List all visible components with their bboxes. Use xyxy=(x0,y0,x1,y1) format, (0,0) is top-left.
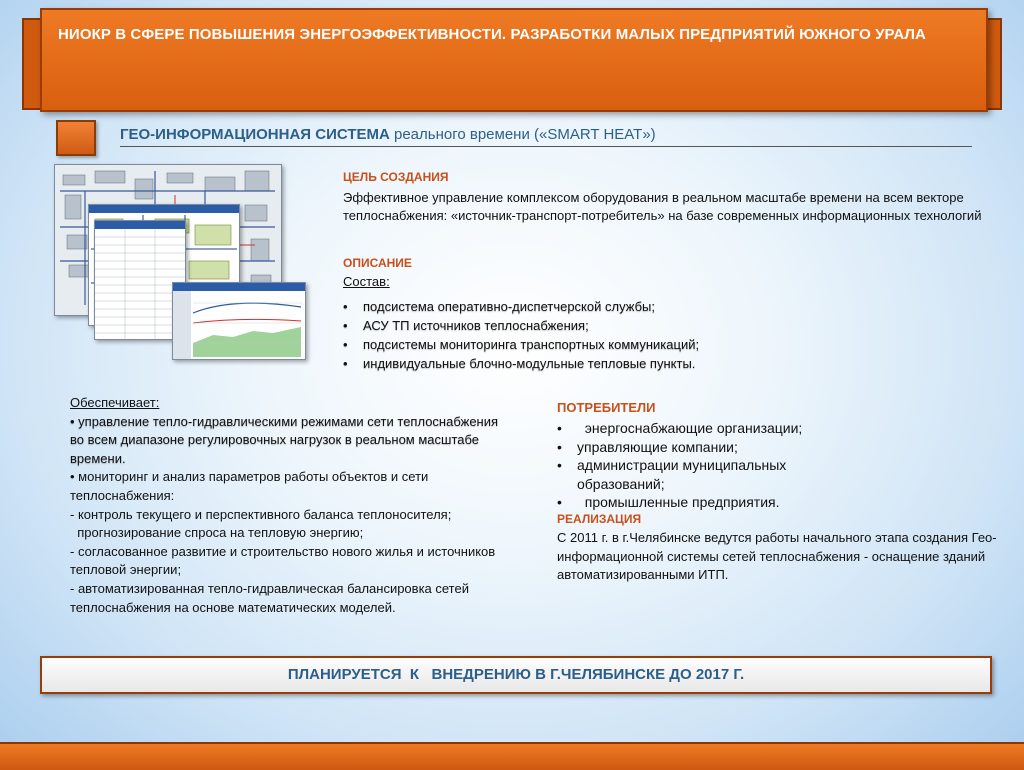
implementation-text: С 2011 г. в г.Челябинске ведутся работы начального этапа создания Гео-информационной системы сетей теплоснабжения - оснащение зданий автоматизированными ИТП. xyxy=(557,530,997,582)
list-item: • промышленные предприятия. xyxy=(557,493,857,512)
consumers-label: ПОТРЕБИТЕЛИ xyxy=(557,400,656,415)
provides-line: - согласованное развитие и строительство нового жилья и источников тепловой энергии; xyxy=(70,543,496,578)
list-item: • подсистемы мониторинга транспортных коммуникаций; xyxy=(343,335,983,354)
section-title-rest: реального времени («SMART HEAT») xyxy=(389,126,656,143)
provides-block xyxy=(70,394,510,617)
description-subtitle: Состав: xyxy=(343,274,390,289)
list-item: • управляющие компании; xyxy=(557,438,857,457)
list-item: • индивидуальные блочно-модульные тепловые пункты. xyxy=(343,354,983,373)
list-item: • АСУ ТП источников теплоснабжения; xyxy=(343,316,983,335)
provides-line: • мониторинг и анализ параметров работы объектов и сети теплоснабжения: xyxy=(70,469,429,503)
provides-line: прогнозирование спроса на тепловую энергию; xyxy=(70,525,364,541)
goal-label: ЦЕЛЬ СОЗДАНИЯ xyxy=(343,170,449,184)
chart-image xyxy=(173,283,305,359)
software-screenshots xyxy=(54,164,310,364)
consumers-list xyxy=(557,419,857,512)
list-item: • подсистема оперативно-диспетчерской службы; xyxy=(343,297,983,316)
section-marker xyxy=(56,120,96,156)
header-bar xyxy=(40,8,988,112)
description-list xyxy=(343,297,983,373)
provides-line: - контроль текущего и перспективного баланса теплоносителя; xyxy=(70,506,452,522)
implementation-label: РЕАЛИЗАЦИЯ xyxy=(557,512,642,526)
provides-line: • управление тепло-гидравлическими режимами сети теплоснабжения во всем диапазоне регулировочных нагрузок в реальном масштабе времени. xyxy=(70,413,499,466)
list-item: • энергоснабжающие организации; xyxy=(557,419,857,438)
description-label: ОПИСАНИЕ xyxy=(343,256,412,270)
plan-banner xyxy=(40,656,992,694)
provides-title: Обеспечивает: xyxy=(70,395,160,410)
list-item: • администрации муниципальных образований; xyxy=(557,456,857,493)
section-title-bold: ГЕО-ИНФОРМАЦИОННАЯ СИСТЕМА xyxy=(120,126,390,143)
footer-bar xyxy=(0,742,1024,770)
goal-text: Эффективное управление комплексом оборудования в реальном масштабе времени на всем векторе теплоснабжения: «источник-транспорт-потребитель» на базе современных информационных технологий xyxy=(343,190,982,223)
plan-text: ПЛАНИРУЕТСЯ К ВНЕДРЕНИЮ В Г.ЧЕЛЯБИНСКЕ ДО 2017 Г. xyxy=(287,666,745,683)
header-title: НИОКР В СФЕРЕ ПОВЫШЕНИЯ ЭНЕРГОЭФФЕКТИВНОСТИ. РАЗРАБОТКИ МАЛЫХ ПРЕДПРИЯТИЙ ЮЖНОГО УРАЛА xyxy=(58,26,926,43)
section-title xyxy=(120,126,972,147)
provides-line: - автоматизированная тепло-гидравлическая балансировка сетей теплоснабжения на основе математических моделей. xyxy=(70,580,469,615)
chart-window xyxy=(172,282,306,360)
